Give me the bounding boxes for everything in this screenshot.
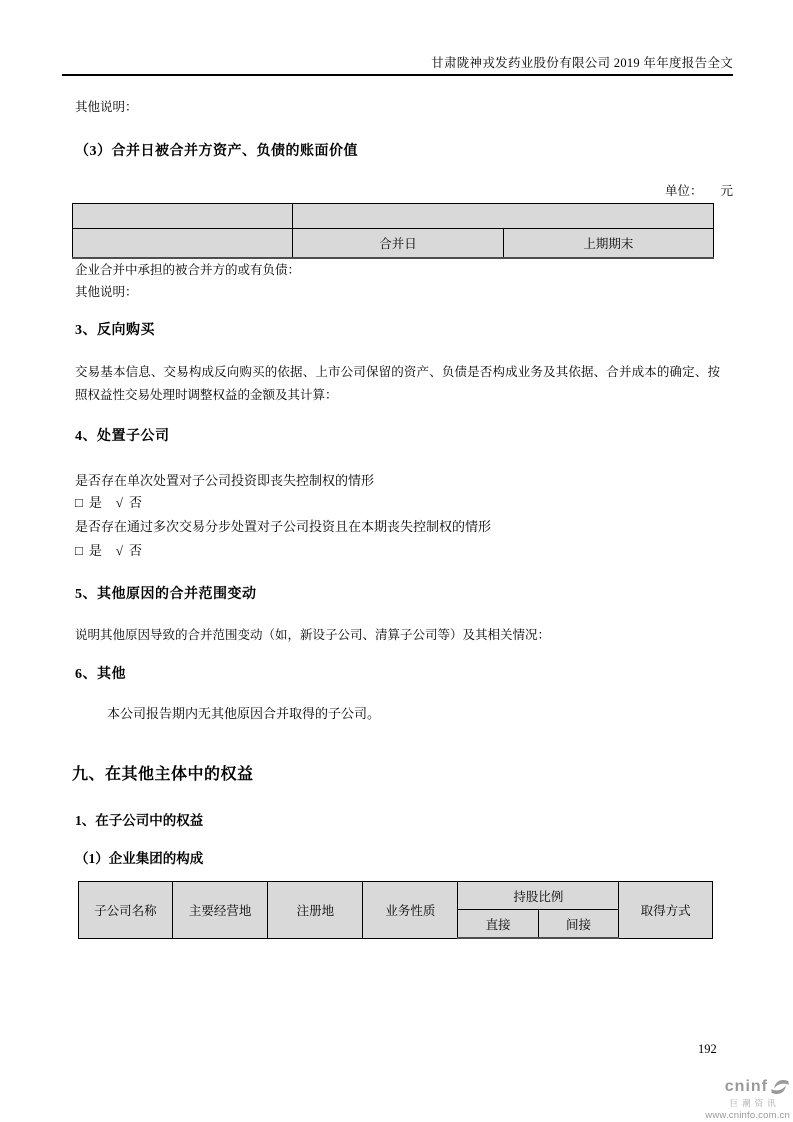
column-header-main-location: 主要经营地	[172, 882, 268, 939]
cninfo-logo	[705, 1077, 790, 1120]
checkbox-unchecked-icon: □	[75, 495, 83, 510]
no-option-label: 否	[129, 543, 143, 558]
page-number: 192	[698, 1042, 717, 1056]
column-header-prior-period: 上期期末	[503, 229, 713, 259]
unit-value: 元	[720, 184, 733, 198]
column-header-indirect: 间接	[538, 910, 618, 939]
logo-brand-text: cninf	[724, 1078, 768, 1095]
heading-9: 九、在其他主体中的权益	[72, 766, 254, 783]
empty-header-cell	[293, 204, 714, 229]
column-header-direct: 直接	[458, 910, 538, 939]
answer-row-single	[75, 492, 142, 511]
heading-3: 3、反向购买	[75, 323, 155, 338]
paragraph-scope-change: 说明其他原因导致的合并范围变动（如，新设子公司、清算子公司等）及其相关情况：	[75, 628, 551, 642]
question-multi-disposal: 是否存在通过多次交易分步处置对子公司投资且在本期丧失控制权的情形	[75, 519, 492, 534]
column-header-business-nature: 业务性质	[363, 882, 458, 939]
empty-header-cell	[73, 204, 293, 229]
table-row	[73, 229, 714, 259]
other-note-2: 其他说明：	[75, 285, 138, 299]
logo-brand-row	[705, 1077, 790, 1097]
contingent-liability-line: 企业合并中承担的被合并方的或有负债：	[75, 263, 301, 277]
yes-option-label: 是	[88, 495, 102, 510]
other-note-top: 其他说明：	[75, 100, 138, 114]
heading-5: 5、其他原因的合并范围变动	[75, 587, 257, 602]
subsidiary-table	[78, 881, 713, 939]
column-header-registered-location: 注册地	[268, 882, 363, 939]
checkmark-icon: √	[115, 495, 124, 510]
heading-9-1: 1、在子公司中的权益	[75, 813, 204, 828]
checkmark-icon: √	[115, 543, 124, 558]
no-option-label: 否	[129, 495, 143, 510]
heading-6: 6、其他	[75, 667, 126, 682]
column-header-acquisition: 取得方式	[619, 882, 713, 939]
unit-line	[62, 181, 733, 199]
logo-url: www.cninfo.com.cn	[705, 1109, 790, 1121]
table-row	[79, 882, 713, 910]
table-row	[73, 204, 714, 229]
column-header-merge-date: 合并日	[293, 229, 503, 259]
column-header-subsidiary-name: 子公司名称	[79, 882, 173, 939]
merger-value-table	[72, 203, 714, 259]
header-divider	[62, 74, 733, 76]
checkbox-unchecked-icon: □	[75, 543, 83, 558]
paragraph-no-other: 本公司报告期内无其他原因合并取得的子公司。	[107, 706, 381, 721]
yes-option-label: 是	[88, 543, 102, 558]
answer-row-multi	[75, 540, 142, 559]
swirl-logo-icon	[770, 1077, 790, 1097]
heading-4: 4、处置子公司	[75, 429, 170, 444]
question-single-disposal: 是否存在单次处置对子公司投资即丧失控制权的情形	[75, 473, 375, 488]
heading-9-1-1: （1）企业集团的构成	[75, 851, 204, 866]
empty-header-cell	[73, 229, 293, 259]
page-header-title: 甘肃陇神戎发药业股份有限公司 2019 年年度报告全文	[431, 56, 733, 70]
unit-label: 单位：	[664, 184, 703, 198]
paragraph-reverse-purchase: 交易基本信息、交易构成反向购买的依据、上市公司保留的资产、负债是否构成业务及其依据、合并成本的确定、按照权益性交易处理时调整权益的金额及其计算：	[75, 365, 720, 402]
logo-chinese-name: 巨潮资讯	[729, 1098, 780, 1108]
heading-3-3: （3）合并日被合并方资产、负债的账面价值	[75, 144, 358, 159]
column-header-shareholding: 持股比例	[458, 882, 619, 910]
